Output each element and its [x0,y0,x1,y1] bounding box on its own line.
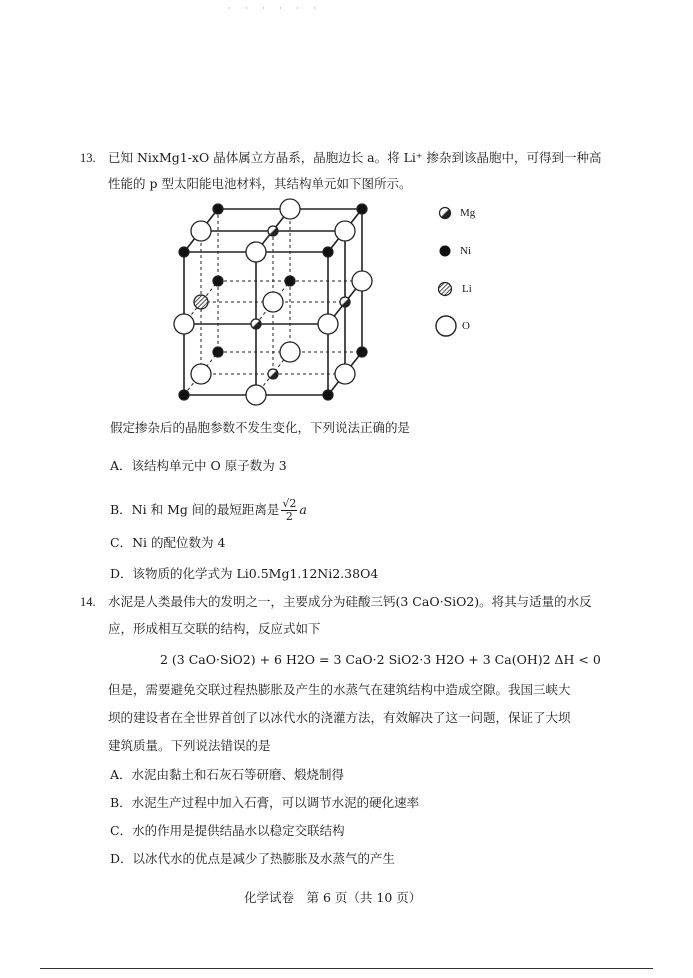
legend-mg-symbol [438,206,452,220]
crystal-structure-diagram [170,195,390,420]
q14-number: 14. [80,595,96,609]
q14-paragraph-line-1: 但是，需要避免交联过程热膨胀及产生的水蒸气在建筑结构中造成空隙。我国三峡大 [108,682,571,697]
legend-li-symbol [437,281,453,297]
q14-option-b: B．水泥生产过程中加入石膏，可以调节水泥的硬化速率 [110,795,420,810]
q13-option-b-prefix: B．Ni 和 Mg 间的最短距离是 [110,502,280,517]
legend-mg-label: Mg [460,207,476,219]
legend-li-label: Li [462,283,472,295]
legend-ni-label: Ni [460,245,471,257]
q13-option-a: A．该结构单元中 O 原子数为 3 [110,458,287,473]
q14-equation: 2 (3 CaO·SiO2) + 6 H2O = 3 CaO·2 SiO2·3 H2O + 3 Ca(OH)2 ΔH < 0 [160,652,601,667]
sqrt2-over-2-fraction [281,498,297,523]
q14-stem-line-2: 应，形成相互交联的结构，反应式如下 [108,621,321,636]
q14-paragraph-line-3: 建筑质量。下列说法错误的是 [108,738,271,753]
legend-o-symbol [434,314,458,338]
legend-o-label: O [462,320,470,332]
bottom-rule [40,968,653,969]
q13-stem-line-1: 已知 NixMg1-xO 晶体属立方晶系，晶胞边长 a。将 Li⁺ 掺杂到该晶胞中，可得到一种高 [108,150,602,165]
q13-option-c: C．Ni 的配位数为 4 [110,535,226,550]
q14-option-a: A．水泥由黏土和石灰石等研磨、煅烧制得 [110,767,345,782]
q14-paragraph-line-2: 坝的建设者在全世界首创了以冰代水的浇灌方法，有效解决了这一问题，保证了大坝 [108,710,571,725]
fraction-numerator: √2 [282,497,297,510]
q13-prompt: 假定掺杂后的晶胞参数不发生变化，下列说法正确的是 [110,420,411,435]
fraction-denominator: 2 [285,510,293,523]
q14-option-c: C．水的作用是提供结晶水以稳定交联结构 [110,823,345,838]
page-footer: 化学试卷 第 6 页（共 10 页） [244,890,422,905]
q13-stem-line-2: 性能的 p 型太阳能电池材料，其结构单元如下图所示。 [108,176,412,191]
q13-number: 13. [80,151,96,165]
q13-option-b-suffix: a [299,502,307,517]
scan-noise: · · · · · · [228,4,322,13]
legend-ni-symbol [438,244,452,258]
q14-option-d: D．以冰代水的优点是减少了热膨胀及水蒸气的产生 [110,851,396,866]
q13-option-b [110,498,307,523]
q13-option-d: D．该物质的化学式为 Li0.5Mg1.12Ni2.38O4 [110,566,379,581]
q14-stem-line-1: 水泥是人类最伟大的发明之一，主要成分为硅酸三钙(3 CaO·SiO2)。将其与适量的水反 [108,594,592,609]
